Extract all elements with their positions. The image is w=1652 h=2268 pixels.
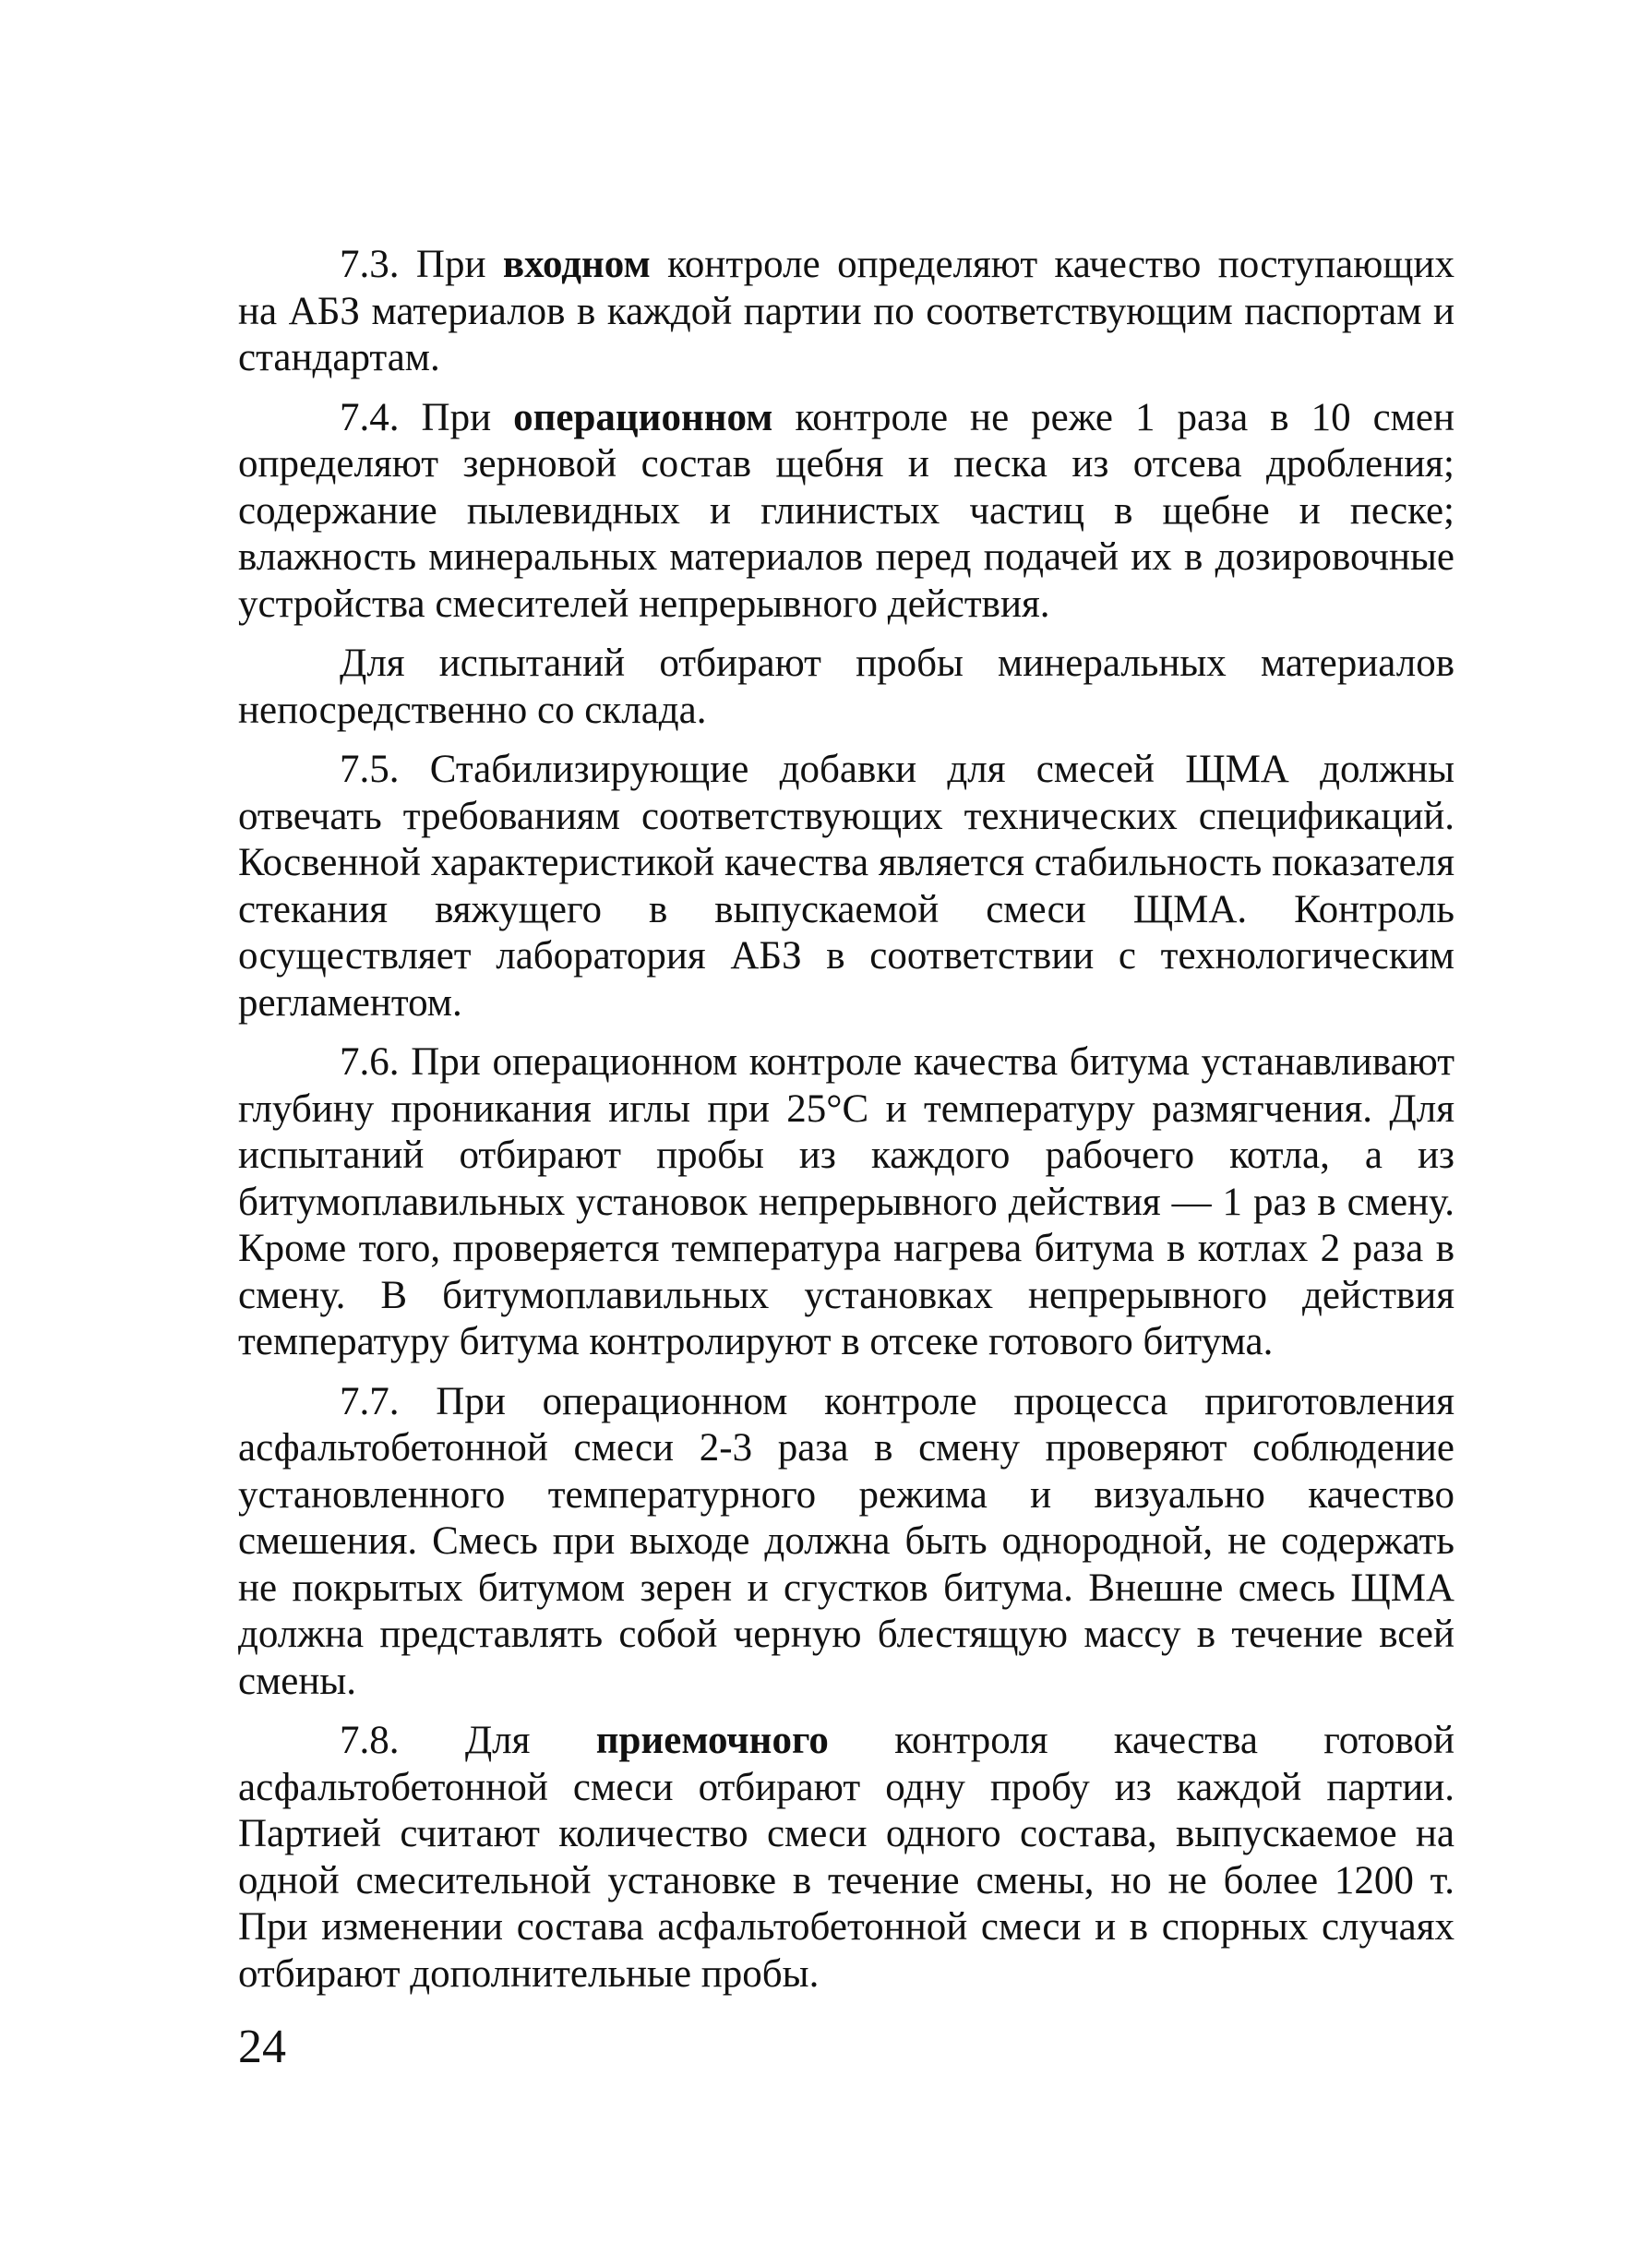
paragraph-7-3 [238,242,1454,382]
paragraph-text: контроле не реже 1 раза в 10 смен определяют зерновой состав щебня и песка из отсева дробления; содержание пылевидных и глинистых частиц в щебне и песке; влажность минеральных материалов перед подачей их в дозировочные устройства смесителей непрерывного действия. [238,395,1454,626]
paragraph-7-8 [238,1718,1454,1998]
paragraph-7-6 [238,1039,1454,1366]
emphasis-term: операционном [513,395,773,439]
paragraph-text: При [399,243,503,286]
paragraph-text: Для [399,1719,596,1762]
paragraph-7-4-note [238,641,1454,734]
clause-number: 7.8. [340,1719,400,1762]
clause-number: 7.6. [340,1040,400,1084]
paragraph-7-7 [238,1379,1454,1706]
paragraph-7-5 [238,747,1454,1026]
page-number: 24 [238,2021,286,2073]
clause-number: 7.4. [340,395,400,439]
paragraph-7-4 [238,395,1454,629]
emphasis-term: входном [502,243,651,286]
paragraph-text: контроле определяют качество поступающих на АБЗ материалов в каждой партии по соответствующим паспортам и стандартам. [238,243,1454,379]
paragraph-text: Стабилизирующие добавки для смесей ЩМА должны отвечать требованиям соответствующих технических спецификаций. Косвенной характеристикой качества является стабильность показателя стекания вяжущего в выпускаемой смеси ЩМА. Контроль осуществляет лаборатория АБЗ в соответствии с технологическим регламентом. [238,748,1454,1025]
paragraph-text: При операционном контроле процесса приготовления асфальтобетонной смеси 2-3 раза в смену проверяют соблюдение установленного температурного режима и визуально качество смешения. Смесь при выходе должна быть однородной, не содержать не покрытых битумом зерен и сгустков битума. Внешне смесь ЩМА должна представлять собой черную блестящую массу в течение всей смены. [238,1379,1454,1703]
paragraph-text: Для испытаний отбирают пробы минеральных материалов непосредственно со склада. [238,642,1454,732]
clause-number: 7.5. [340,748,400,791]
emphasis-term: приемочного [595,1719,829,1762]
paragraph-text: При [399,395,514,439]
text-column [238,242,1454,1998]
paragraph-text: При операционном контроле качества битума устанавливают глубину проникания иглы при 25°С и температуру размягчения. Для испытаний отбирают пробы из каждого рабочего котла, а из битумоплавильных установок непрерывного действия — 1 раз в смену. Кроме того, проверяется температура нагрева битума в котлах 2 раза в смену. В битумоплавильных установках непрерывного действия температуру битума контролируют в отсеке готового битума. [238,1040,1454,1363]
clause-number: 7.3. [340,243,400,286]
paragraph-text: контроля качества готовой асфальтобетонной смеси отбирают одну пробу из каждой партии. Партией считают количество смеси одного состава, выпускаемое на одной смесительной установке в течение смены, но не более 1200 т. При изменении состава асфальтобетонной смеси и в спорных случаях отбирают дополнительные пробы. [238,1719,1454,1996]
clause-number: 7.7. [340,1379,400,1423]
